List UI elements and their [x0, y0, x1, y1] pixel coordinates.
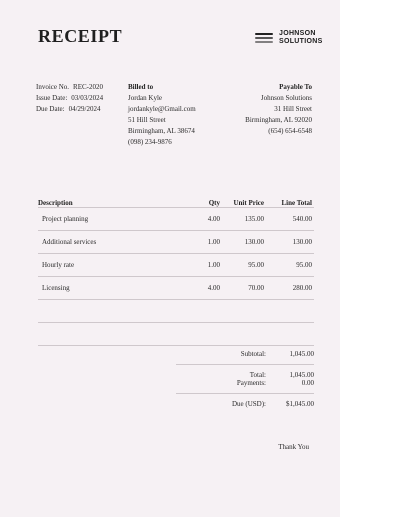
row-unit-price: 70.00: [248, 284, 264, 292]
row-qty: 1.00: [207, 261, 220, 269]
due-date-value: 04/29/2024: [68, 105, 101, 113]
total-label: Total:: [249, 371, 266, 379]
payments-row: [176, 379, 314, 387]
issue-date-label: Issue Date:: [36, 94, 68, 102]
row-unit-price: 130.00: [244, 238, 264, 246]
column-header-unit-price: Unit Price: [233, 199, 264, 207]
row-description: Additional services: [42, 238, 97, 246]
total-row: [176, 371, 314, 379]
due-date-label: Due Date:: [36, 105, 65, 113]
row-unit-price: 95.00: [248, 261, 264, 269]
payable-to-street: 31 Hill Street: [274, 105, 312, 113]
table-row: [38, 277, 314, 300]
invoice-number-value: REC-2020: [73, 83, 103, 91]
billed-to-street: 51 Hill Street: [128, 116, 166, 124]
totals-divider-2: [176, 393, 314, 394]
row-qty: 4.00: [207, 284, 220, 292]
column-header-qty: Qty: [208, 199, 220, 207]
payable-to-city: Birmingham, AL 92020: [245, 116, 312, 124]
row-line-total: 540.00: [292, 215, 312, 223]
billed-to-heading: Billed to: [128, 83, 154, 91]
table-row-blank: [38, 323, 314, 346]
payments-label: Payments:: [236, 379, 266, 387]
row-description: Licensing: [42, 284, 70, 292]
row-unit-price: 135.00: [244, 215, 264, 223]
due-label: Due (USD):: [231, 400, 266, 408]
company-logo: [255, 30, 323, 46]
billed-to-phone: (098) 234-9876: [128, 138, 172, 146]
line-items-table: [38, 193, 314, 346]
table-row: [38, 254, 314, 277]
billed-to-name: Jordan Kyle: [128, 94, 163, 102]
due-date-row: [36, 104, 126, 115]
issue-date-value: 03/03/2024: [71, 94, 104, 102]
subtotal-row: [176, 350, 314, 358]
table-row: [38, 231, 314, 254]
invoice-info: [36, 82, 126, 115]
row-description: Project planning: [42, 215, 89, 223]
payable-to-phone: (654) 654-6548: [268, 127, 312, 135]
receipt-title: RECEIPT: [38, 26, 123, 46]
invoice-number-label: Invoice No.: [36, 83, 70, 91]
subtotal-label: Subtotal:: [240, 350, 266, 358]
due-row: [176, 400, 314, 408]
row-line-total: 95.00: [296, 261, 312, 269]
row-qty: 4.00: [207, 215, 220, 223]
row-description: Hourly rate: [42, 261, 75, 269]
payments-value: 0.00: [301, 379, 314, 387]
row-line-total: 280.00: [292, 284, 312, 292]
column-header-line-total: Line Total: [281, 199, 312, 207]
total-value: 1,045.00: [289, 371, 314, 379]
row-line-total: 130.00: [292, 238, 312, 246]
invoice-number-row: [36, 82, 126, 93]
row-qty: 1.00: [207, 238, 220, 246]
stacked-bars-logo-icon: [255, 30, 273, 46]
company-logo-line2: SOLUTIONS: [279, 38, 323, 45]
company-logo-line1: JOHNSON: [279, 30, 316, 37]
billed-to-city: Birmingham, AL 38674: [128, 127, 195, 135]
billed-to-email: jordankyle@Gmail.com: [128, 105, 196, 113]
due-value: $1,045.00: [286, 400, 314, 408]
payable-to-name: Johnson Solutions: [260, 94, 312, 102]
table-row: [38, 208, 314, 231]
column-header-description: Description: [38, 199, 73, 207]
table-header: [38, 193, 314, 208]
issue-date-row: [36, 93, 126, 104]
company-logo-text: [279, 30, 323, 46]
thank-you-note: Thank You: [278, 443, 309, 451]
totals-summary: [176, 350, 314, 408]
subtotal-value: 1,045.00: [289, 350, 314, 358]
payable-to: [202, 82, 312, 137]
payable-to-heading: Payable To: [279, 83, 312, 91]
totals-divider-1: [176, 364, 314, 365]
table-row-blank: [38, 300, 314, 323]
